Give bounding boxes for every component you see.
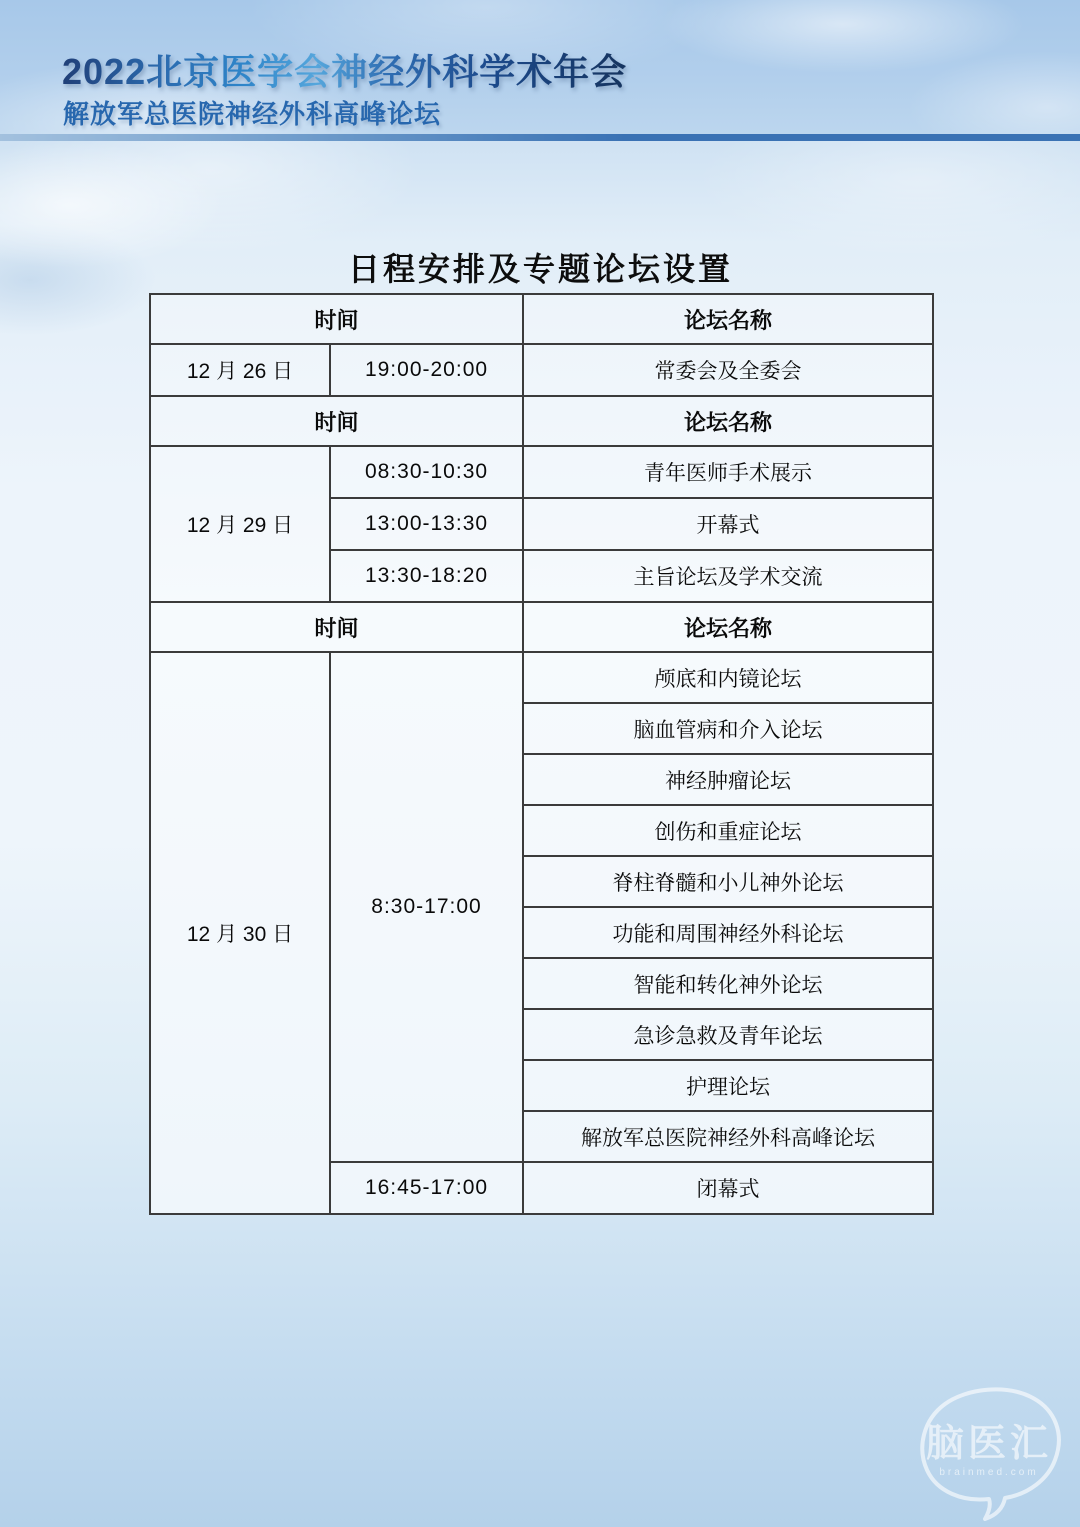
time-cell: 19:00-20:00 (330, 344, 523, 396)
forum-cell: 脑血管病和介入论坛 (523, 703, 933, 754)
watermark-name: 脑医汇 (925, 1423, 1053, 1465)
time-cell: 08:30-10:30 (330, 446, 523, 498)
time-column-header: 时间 (150, 294, 523, 344)
forum-column-header: 论坛名称 (523, 602, 933, 652)
forum-cell: 急诊急救及青年论坛 (523, 1009, 933, 1060)
forum-cell: 智能和转化神外论坛 (523, 958, 933, 1009)
forum-cell: 主旨论坛及学术交流 (523, 550, 933, 602)
brainmed-watermark-logo (903, 1372, 1071, 1522)
banner-divider-line (0, 134, 1080, 141)
forum-cell: 青年医师手术展示 (523, 446, 933, 498)
date-cell: 12 月 26 日 (150, 344, 330, 396)
forum-cell: 解放军总医院神经外科高峰论坛 (523, 1111, 933, 1162)
schedule-section-title: 日程安排及专题论坛设置 (347, 251, 733, 287)
forum-cell: 护理论坛 (523, 1060, 933, 1111)
time-cell: 8:30-17:00 (330, 652, 523, 1162)
time-cell: 16:45-17:00 (330, 1162, 523, 1214)
forum-cell: 脊柱脊髓和小儿神外论坛 (523, 856, 933, 907)
forum-column-header: 论坛名称 (523, 294, 933, 344)
schedule-table (149, 293, 934, 1215)
forum-cell: 闭幕式 (523, 1162, 933, 1214)
conference-title: 2022北京医学会神经外科学术年会 (62, 44, 627, 95)
date-cell: 12 月 29 日 (150, 446, 330, 602)
forum-cell: 功能和周围神经外科论坛 (523, 907, 933, 958)
forum-cell: 常委会及全委会 (523, 344, 933, 396)
table-row (150, 652, 933, 703)
table-row (150, 446, 933, 498)
forum-cell: 开幕式 (523, 498, 933, 550)
header-row-day1 (150, 294, 933, 344)
forum-cell: 颅底和内镜论坛 (523, 652, 933, 703)
header-row-day2 (150, 396, 933, 446)
time-column-header: 时间 (150, 602, 523, 652)
header-row-day3 (150, 602, 933, 652)
banner (0, 0, 1080, 134)
forum-cell: 神经肿瘤论坛 (523, 754, 933, 805)
time-cell: 13:30-18:20 (330, 550, 523, 602)
time-column-header: 时间 (150, 396, 523, 446)
forum-cell: 创伤和重症论坛 (523, 805, 933, 856)
watermark-domain: brainmed.com (939, 1467, 1039, 1478)
conference-subtitle: 解放军总医院神经外科高峰论坛 (63, 99, 442, 129)
time-cell: 13:00-13:30 (330, 498, 523, 550)
date-cell: 12 月 30 日 (150, 652, 330, 1214)
table-row (150, 344, 933, 396)
forum-column-header: 论坛名称 (523, 396, 933, 446)
